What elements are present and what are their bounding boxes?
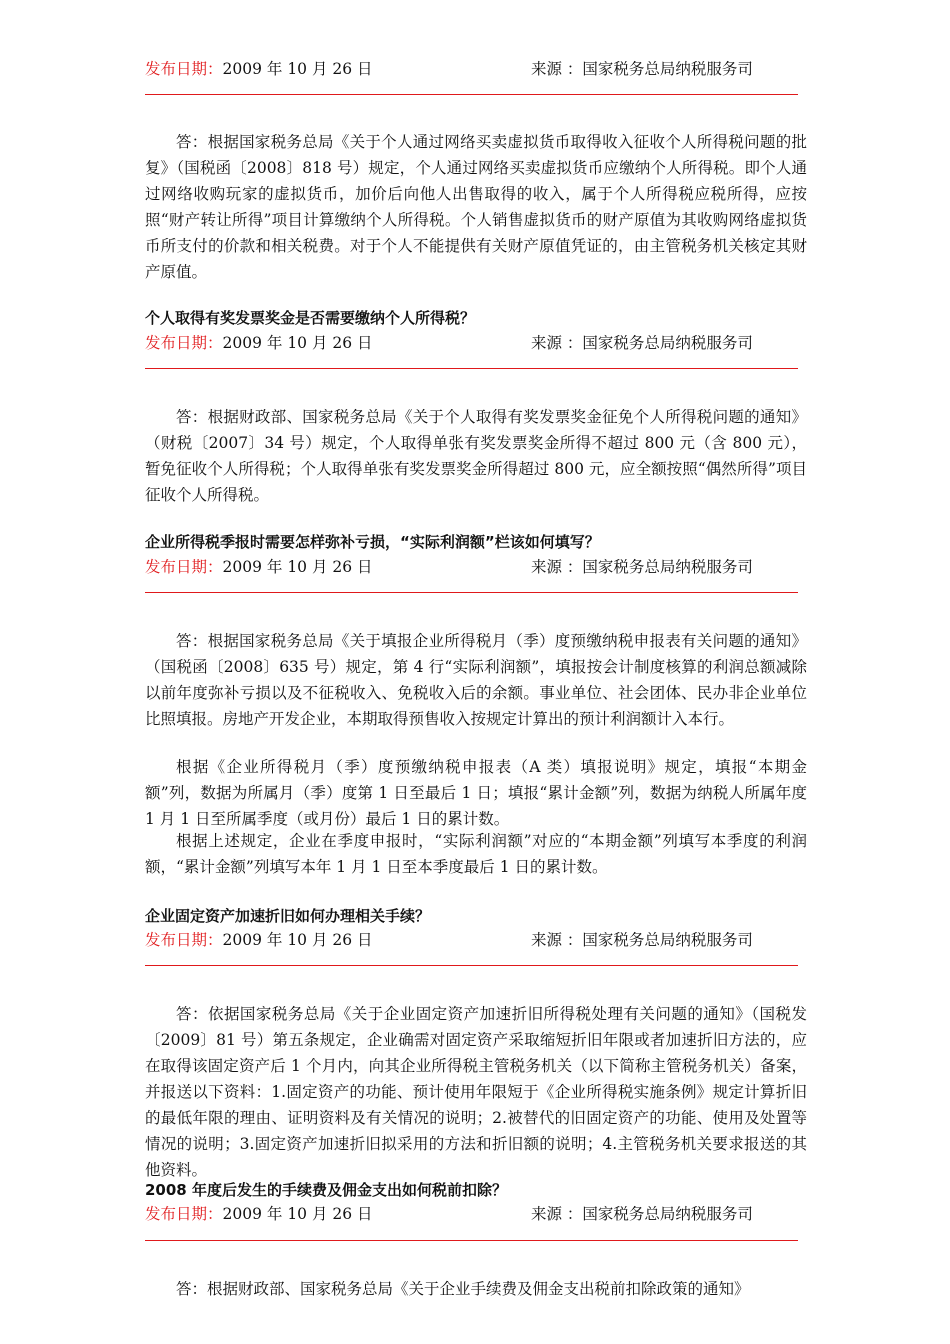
publish-date-label: 发布日期： [145, 1205, 223, 1223]
answer-paragraph: 答：依据国家税务总局《关于企业固定资产加速折旧所得税处理有关问题的通知》（国税发〔2009〕81 号）第五条规定，企业确需对固定资产采取缩短折旧年限或者加速折旧方法的，应在取得该固定资产后 1 个月内，向其企业所得税主管税务机关（以下简称主管税务机关）备案，并报送以下资料：1.固定资产的功能、预计使用年限短于《企业所得税实施条例》规定计算折旧的最低年限的理由、证明资料及有关情况的说明；2.被替代的旧固定资产的功能、使用及处置等情况的说明；3.固定资产加速折旧拟采用的方法和折旧额的说明；4.主管税务机关要求报送的其他资料。 [145, 1005, 807, 1179]
publish-date-value: 2009 年 10 月 26 日 [222, 60, 373, 78]
answer-paragraph: 答：根据财政部、国家税务总局《关于企业手续费及佣金支出税前扣除政策的通知》 [176, 1280, 750, 1298]
publish-info [145, 56, 800, 82]
answer-paragraph: 答：根据国家税务总局《关于填报企业所得税月（季）度预缴纳税申报表有关问题的通知》（国税函〔2008〕635 号）规定，第 4 行“实际利润额”，填报按会计制度核算的利润总额减除以前年度弥补亏损以及不征税收入、免税收入后的余额。事业单位、社会团体、民办非企业单位比照填报。房地产开发企业，本期取得预售收入按规定计算出的预计利润额计入本行。 [145, 632, 807, 728]
question-heading: 2008 年度后发生的手续费及佣金支出如何税前扣除？ [145, 1181, 507, 1199]
source-label: 来源 ：国家税务总局纳税服务司 [531, 60, 753, 78]
publish-info [145, 554, 800, 580]
question-heading: 企业所得税季报时需要怎样弥补亏损，“实际利润额”栏该如何填写？ [145, 533, 600, 551]
divider-line [145, 1240, 798, 1241]
publish-date-label: 发布日期： [145, 558, 223, 576]
answer-paragraph: 根据《企业所得税月（季）度预缴纳税申报表（A 类）填报说明》规定，填报“本期金额”列，数据为所属月（季）度第 1 日至最后 1 日；填报“累计金额”列，数据为纳税人所属年度 1 月 1 日至所属季度（或月份）最后 1 日的累计数。 [145, 758, 807, 828]
answer-paragraph: 答：根据财政部、国家税务总局《关于个人取得有奖发票奖金征免个人所得税问题的通知》（财税〔2007〕34 号）规定，个人取得单张有奖发票奖金所得不超过 800 元（含 800 元），暂免征收个人所得税；个人取得单张有奖发票奖金所得超过 800 元，应全额按照“偶然所得”项目征收个人所得税。 [145, 408, 807, 504]
publish-date-value: 2009 年 10 月 26 日 [222, 334, 373, 352]
source-label: 来源 ：国家税务总局纳税服务司 [531, 931, 753, 949]
divider-line [145, 368, 798, 369]
answer-paragraph: 答：根据国家税务总局《关于个人通过网络买卖虚拟货币取得收入征收个人所得税问题的批复》（国税函〔2008〕818 号）规定，个人通过网络买卖虚拟货币应缴纳个人所得税。即个人通过网络收购玩家的虚拟货币，加价后向他人出售取得的收入，属于个人所得税应税所得，应按照“财产转让所得”项目计算缴纳个人所得税。个人销售虚拟货币的财产原值为其收购网络虚拟货币所支付的价款和相关税费。对于个人不能提供有关财产原值凭证的，由主管税务机关核定其财产原值。 [145, 133, 807, 281]
publish-date-label: 发布日期： [145, 334, 223, 352]
publish-info [145, 330, 800, 356]
source-label: 来源 ：国家税务总局纳税服务司 [531, 334, 753, 352]
publish-date-label: 发布日期： [145, 931, 223, 949]
publish-date-label: 发布日期： [145, 60, 223, 78]
divider-line [145, 94, 798, 95]
question-heading: 个人取得有奖发票奖金是否需要缴纳个人所得税？ [145, 309, 476, 327]
publish-date-value: 2009 年 10 月 26 日 [222, 558, 373, 576]
publish-date-value: 2009 年 10 月 26 日 [222, 931, 373, 949]
publish-date-value: 2009 年 10 月 26 日 [222, 1205, 373, 1223]
publish-info [145, 1201, 800, 1227]
source-label: 来源 ：国家税务总局纳税服务司 [531, 558, 753, 576]
question-heading: 企业固定资产加速折旧如何办理相关手续？ [145, 907, 431, 925]
source-label: 来源 ：国家税务总局纳税服务司 [531, 1205, 753, 1223]
divider-line [145, 965, 798, 966]
answer-paragraph: 根据上述规定，企业在季度申报时，“实际利润额”对应的“本期金额”列填写本季度的利润额，“累计金额”列填写本年 1 月 1 日至本季度最后 1 日的累计数。 [145, 832, 807, 876]
divider-line [145, 592, 798, 593]
publish-info [145, 927, 800, 953]
